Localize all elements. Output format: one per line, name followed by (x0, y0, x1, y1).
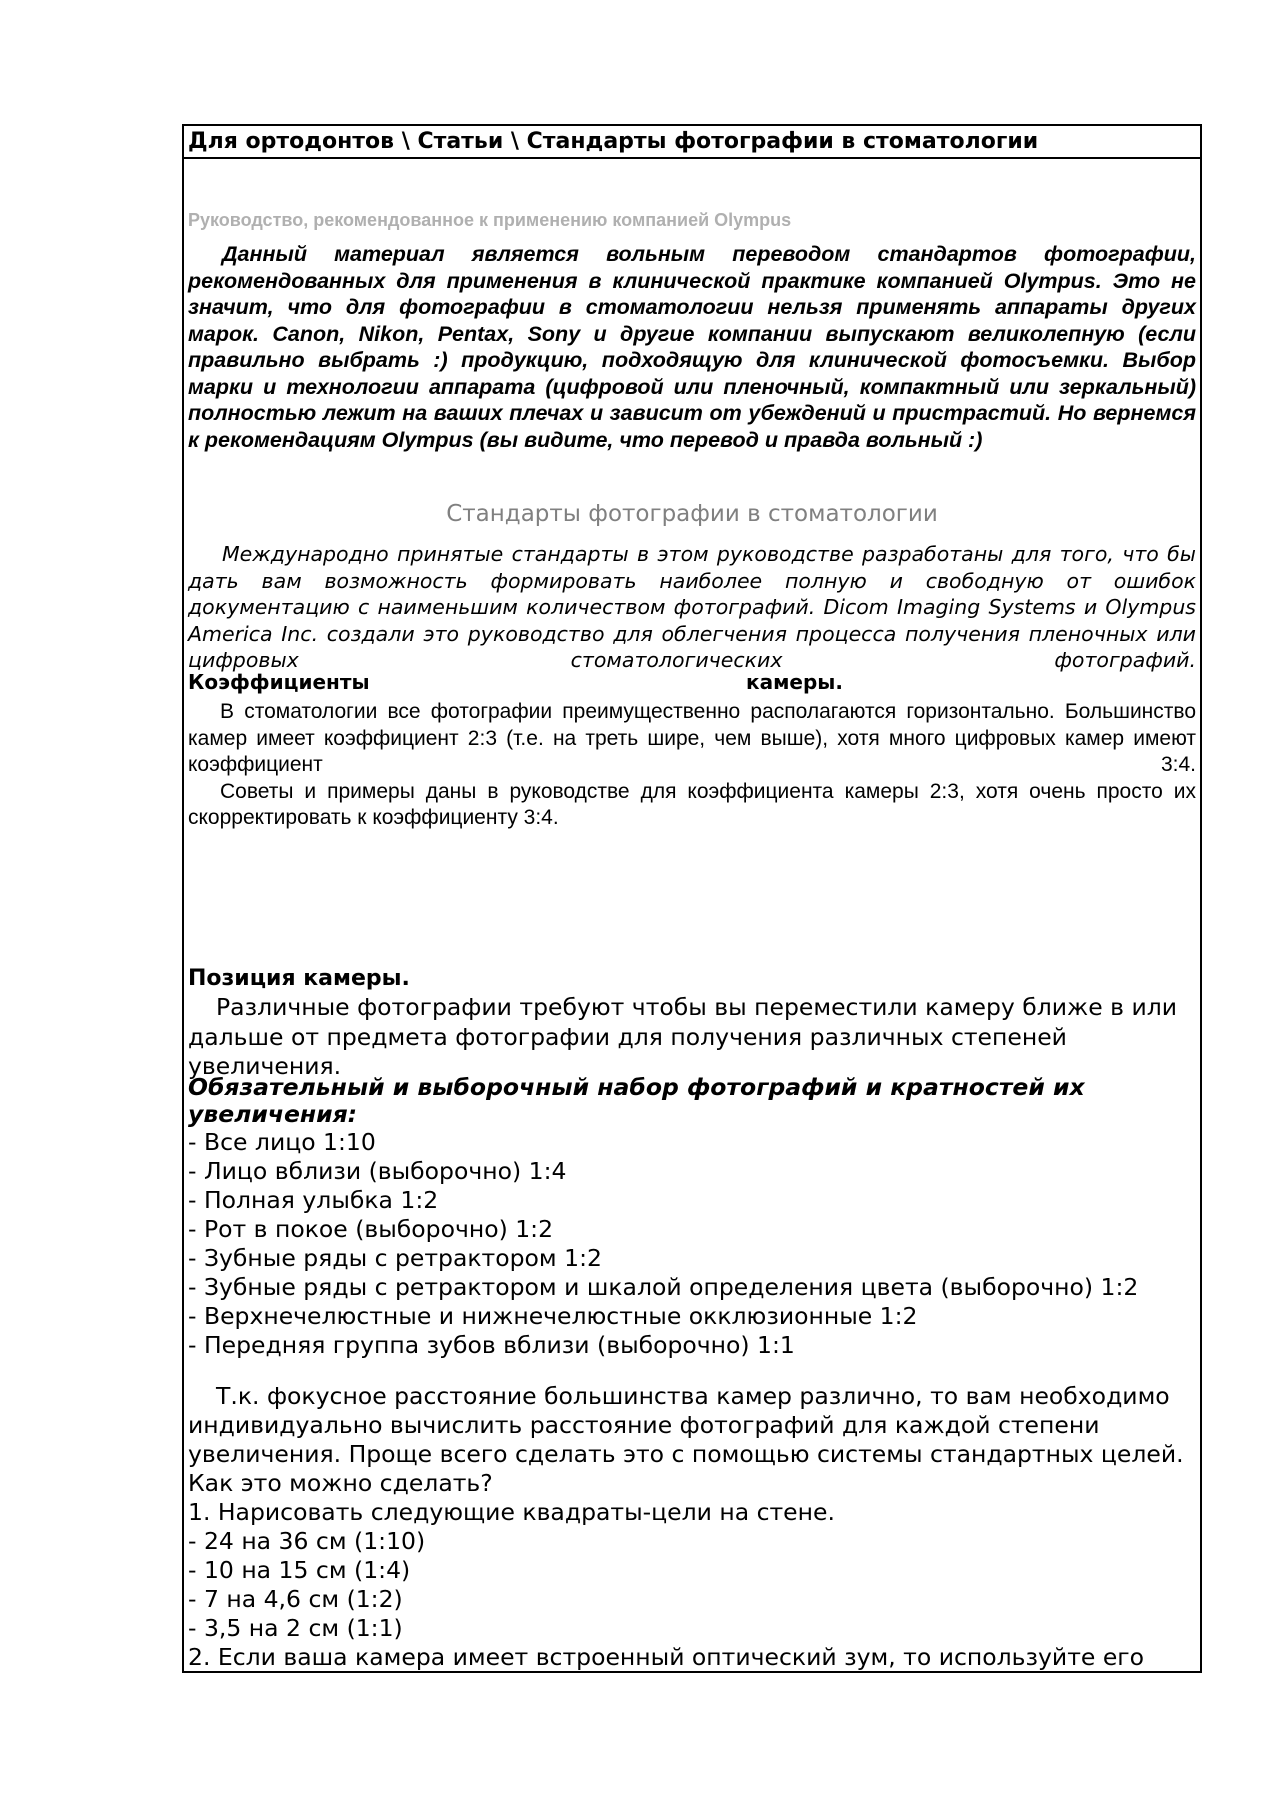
required-list (188, 1128, 1196, 1360)
list-item: 2. Если ваша камера имеет встроенный оптический зум, то используйте его (188, 1643, 1144, 1671)
coefficients-heading-word2: камеры. (746, 670, 843, 694)
list-item: 1. Нарисовать следующие квадраты-цели на стене. (188, 1498, 835, 1526)
international-standards-paragraph: Международно принятые стандарты в этом руководстве разработаны для того, что бы дать вам возможность формировать наиболее полную и свободную от ошибок документацию с наименьшим количеством фотографий. Dicom Imaging Systems и Olympus America Inc. создали это руководство для облегчения процесса получения пленочных или цифровых стоматологических фотографий. (188, 542, 1196, 672)
camera-position-paragraph: Различные фотографии требуют чтобы вы переместили камеру ближе в или дальше от предмета фотографии для получения различных степеней увеличения. (188, 993, 1178, 1080)
list-item: - Верхнечелюстные и нижнечелюстные окклюзионные 1:2 (188, 1302, 918, 1330)
article-subtitle: Руководство, рекомендованное к применению компанией Olympus (188, 210, 792, 230)
coefficients-paragraph-2: Советы и примеры даны в руководстве для коэффициента камеры 2:3, хотя очень просто их скорректировать к коэффициенту 3:4. (188, 779, 1196, 829)
list-item: - 10 на 15 см (1:4) (188, 1556, 411, 1584)
focal-length-paragraph: Т.к. фокусное расстояние большинства камер различно, то вам необходимо индивидуально вычислить расстояние фотографий для каждой степени увеличения. Проще всего сделать это с помощью системы стандартных целей. Как это можно сделать? (188, 1382, 1184, 1497)
list-item: - Полная улыбка 1:2 (188, 1186, 439, 1214)
breadcrumb: Для ортодонтов \ Статьи \ Стандарты фотографии в стоматологии (184, 126, 1200, 159)
section-title: Стандарты фотографии в стоматологии (446, 501, 938, 527)
list-item: - 7 на 4,6 см (1:2) (188, 1585, 403, 1613)
intro-paragraph: Данный материал является вольным переводом стандартов фотографии, рекомендованных для применения в клинической практике компанией Olympus. Это не значит, что для фотографии в стоматологии нельзя применять аппараты других марок. Canon, Nikon, Pentax, Sony и другие компании выпускают великолепную (если правильно выбрать :) продукцию, подходящую для клинической фотосъемки. Выбор марки и технологии аппарата (цифровой или пленочный, компактный или зеркальный) полностью лежит на ваших плечах и зависит от убеждений и пристрастий. Но вернемся к рекомендациям Olympus (вы видите, что перевод и правда вольный :) (188, 242, 1196, 452)
coefficients-section (188, 699, 1196, 832)
list-item: - Зубные ряды с ретрактором и шкалой определения цвета (выборочно) 1:2 (188, 1273, 1139, 1301)
list-item: - Рот в покое (выборочно) 1:2 (188, 1215, 554, 1243)
coefficients-paragraph-1: В стоматологии все фотографии преимущественно располагаются горизонтально. Большинство камер имеет коэффициент 2:3 (т.е. на треть шире, чем выше), хотя много цифровых камер имеют коэффициент 3:4. (188, 700, 1196, 776)
list-item: - Передняя группа зубов вблизи (выборочно) 1:1 (188, 1331, 795, 1359)
steps-list (188, 1498, 1196, 1672)
list-item: - 3,5 на 2 см (1:1) (188, 1614, 403, 1642)
coefficients-heading (188, 669, 1196, 695)
coefficients-heading-word1: Коэффициенты (188, 670, 370, 694)
list-item: - 24 на 36 см (1:10) (188, 1527, 426, 1555)
required-set-heading: Обязательный и выборочный набор фотографий и кратностей их увеличения: (188, 1073, 1085, 1128)
camera-position-heading: Позиция камеры. (188, 966, 410, 991)
document-frame (182, 124, 1202, 1673)
list-item: - Лицо вблизи (выборочно) 1:4 (188, 1157, 567, 1185)
list-item: - Зубные ряды с ретрактором 1:2 (188, 1244, 602, 1272)
list-item: - Все лицо 1:10 (188, 1128, 376, 1156)
article-body (188, 159, 1196, 1671)
